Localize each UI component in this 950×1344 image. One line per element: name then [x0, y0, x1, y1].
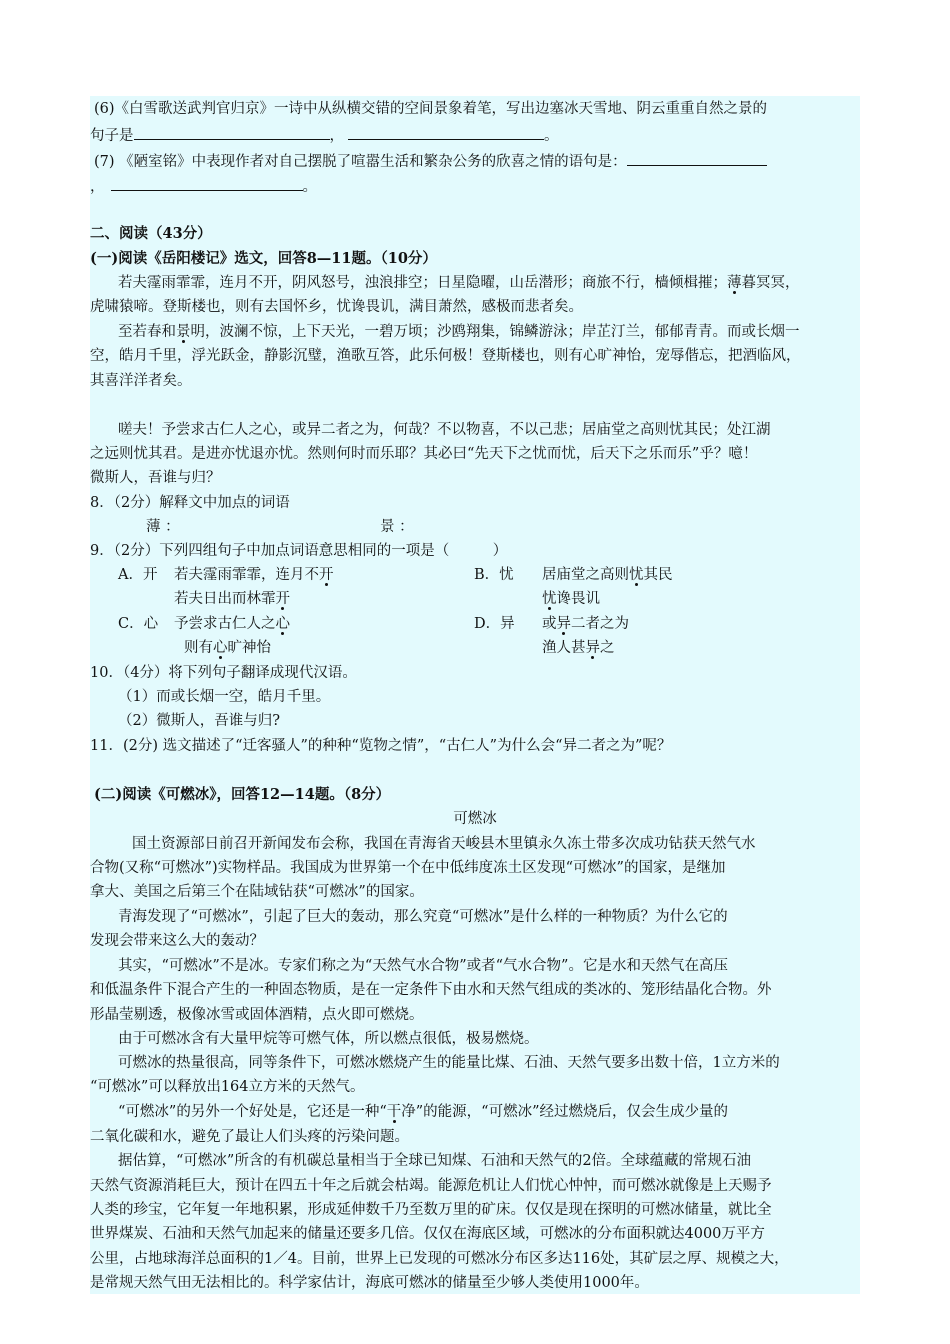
article-line: 其实，“可燃冰”不是冰。专家们称之为“天然气水合物”或者“气水合物”。它是水和天然气在高压: [118, 958, 728, 974]
q9-option-a-line1: 若夫霪雨霏霏，连月不开: [174, 567, 334, 583]
article-line: 公里，占地球海洋总面积的1／4。目前，世界上已发现的可燃冰分布区多达116处，其矿层之厚、规模之大，: [90, 1251, 789, 1267]
q9-option-c-label: C．心: [118, 616, 159, 632]
article-line: 据估算，“可燃冰”所含的有机碳总量相当于全球已知煤、石油和天然气的2倍。全球蕴藏的常规石油: [118, 1153, 752, 1169]
dotted-word: 心: [213, 640, 228, 656]
passage-line: 若夫霪雨霏霏，连月不开，阴风怒号，浊浪排空；日星隐曜，山岳潜形；商旅不行，樯倾楫摧；薄暮冥冥，: [118, 275, 800, 291]
dotted-word: 开: [319, 567, 334, 583]
q6-line1: (6)《白雪歌送武判官归京》一诗中从纵横交错的空间景象着笔，写出边塞冰天雪地、阴云重重自然之景的: [94, 101, 768, 117]
article-line: 拿大、美国之后第三个在陆域钻获“可燃冰”的国家。: [90, 884, 424, 900]
section-title: 二、阅读（43分）: [90, 225, 212, 242]
q9-option-a-line2: 若夫日出而林霏开: [174, 591, 290, 607]
passage-line: 虎啸猿啼。登斯楼也，则有去国怀乡，忧谗畏讥，满目萧然，感极而悲者矣。: [90, 299, 583, 315]
article-line: 国土资源部日前召开新闻发布会称，我国在青海省天峻县木里镇永久冻土带多次成功钻获天然气水: [132, 836, 756, 852]
article-line: 是常规天然气田无法相比的。科学家估计，海底可燃冰的储量至少够人类使用1000年。: [90, 1275, 649, 1291]
q9-stem: 9．（2分）下列四组句子中加点词语意思相同的一项是（ ）: [90, 543, 508, 559]
q10-stem: 10．（4分）将下列句子翻译成现代汉语。: [90, 665, 357, 681]
article-line: 人类的珍宝，它年复一年地积累，形成延伸数千乃至数万里的矿床。仅仅是现在探明的可燃冰储量，就比全: [90, 1202, 772, 1218]
dotted-word: 忧: [629, 567, 644, 583]
answer-blank[interactable]: [134, 123, 330, 140]
q11-stem: 11．(2分) 选文描述了“迁客骚人”的种种“览物之情”，“古仁人”为什么会“异二者之为”呢？: [90, 738, 672, 754]
q9-option-d-line2: 渔人甚异之: [542, 640, 615, 656]
q8-item-2: 景 ：: [380, 519, 414, 535]
dotted-word: 异: [556, 616, 571, 632]
q9-option-c-line1: 予尝求古仁人之心: [174, 616, 290, 632]
answer-blank[interactable]: [627, 149, 767, 166]
article-line: 二氧化碳和水，避免了最让人们头疼的污染问题。: [90, 1129, 409, 1145]
passage-line: 之远则忧其君。是进亦忧退亦忧。然则何时而乐耶？其必曰“先天下之忧而忧，后天下之乐而乐”乎？噫！: [90, 446, 758, 462]
q9-option-d-line1: 或异二者之为: [542, 616, 629, 632]
answer-blank[interactable]: [111, 174, 303, 191]
q9-option-a-label: A．开: [118, 567, 158, 583]
dotted-word: 景: [176, 324, 191, 340]
article-line: 青海发现了“可燃冰”，引起了巨大的轰动，那么究竟“可燃冰”是什么样的一种物质？为什么它的: [118, 909, 728, 925]
article-title: 可燃冰: [453, 811, 497, 827]
q10-sentence-2: （2）微斯人，吾谁与归?: [118, 713, 280, 729]
article-line: “可燃冰”的另外一个好处是，它还是一种“干净”的能源，“可燃冰”经过燃烧后，仅会生成少量的: [118, 1104, 728, 1120]
dotted-word: 忧: [542, 591, 557, 607]
q10-sentence-1: （1）而或长烟一空，皓月千里。: [118, 689, 331, 705]
q6-line2: 句子是 ， 。: [90, 123, 559, 145]
q9-option-b-line2: 忧谗畏讥: [542, 591, 600, 607]
passage-line: 其喜洋洋者矣。: [90, 373, 192, 389]
dotted-word: 开: [275, 591, 290, 607]
part1-heading: (一)阅读《岳阳楼记》选文，回答8—11题。（10分）: [90, 250, 437, 267]
article-line: 由于可燃冰含有大量甲烷等可燃气体，所以燃点很低，极易燃烧。: [118, 1031, 539, 1047]
q8-item-1: 薄 ：: [146, 519, 180, 535]
dotted-word: 心: [275, 616, 290, 632]
answer-blank[interactable]: [348, 123, 544, 140]
passage-line: 微斯人，吾谁与归？: [90, 470, 221, 486]
q9-option-b-line1: 居庙堂之高则忧其民: [542, 567, 673, 583]
article-line: 世界煤炭、石油和天然气加起来的储量还要多几倍。仅仅在海底区域，可燃冰的分布面积就达4000万平方: [90, 1226, 765, 1242]
worksheet-page: [90, 96, 860, 1294]
q9-option-b-label: B．忧: [474, 567, 514, 583]
dotted-word: 干: [386, 1104, 402, 1120]
part2-heading: (二)阅读《可燃冰》，回答12—14题。（8分）: [94, 786, 391, 803]
q9-option-d-label: D．异: [474, 616, 515, 632]
article-line: 合物(又称“可燃冰”)实物样品。我国成为世界第一个在中低纬度冻土区发现“可燃冰”的国家，是继加: [90, 860, 726, 876]
dotted-word: 异: [585, 640, 600, 656]
q8-stem: 8．（2分）解释文中加点的词语: [90, 495, 290, 511]
q7-line2: ， 。: [90, 174, 317, 196]
q7-line1: (7) 《陋室铭》中表现作者对自己摆脱了喧嚣生活和繁杂公务的欣喜之情的语句是：: [94, 149, 767, 171]
article-line: 可燃冰的热量很高，同等条件下，可燃冰燃烧产生的能量比煤、石油、天然气要多出数十倍，1立方米的: [118, 1055, 780, 1071]
article-line: 形晶莹剔透，极像冰雪或固体酒精，点火即可燃烧。: [90, 1007, 424, 1023]
article-line: 天然气资源消耗巨大，预计在四五十年之后就会枯竭。能源危机让人们忧心忡忡，而可燃冰就像是上天赐予: [90, 1178, 772, 1194]
passage-line: 嗟夫！予尝求古仁人之心，或异二者之为，何哉？不以物喜，不以己悲；居庙堂之高则忧其民；处江湖: [118, 422, 771, 438]
article-line: 发现会带来这么大的轰动？: [90, 933, 264, 949]
passage-line: 空，皓月千里，浮光跃金，静影沉璧，渔歌互答，此乐何极！登斯楼也，则有心旷神怡，宠辱偕忘，把酒临风，: [90, 348, 801, 364]
q9-option-c-line2: 则有心旷神怡: [184, 640, 271, 656]
dotted-word: 薄: [727, 275, 742, 291]
article-line: “可燃冰”可以释放出164立方米的天然气。: [90, 1079, 365, 1095]
article-line: 和低温条件下混合产生的一种固态物质，是在一定条件下由水和天然气组成的类冰的、笼形结晶化合物。外: [90, 982, 772, 998]
passage-line: 至若春和景明，波澜不惊，上下天光，一碧万顷；沙鸥翔集，锦鳞游泳；岸芷汀兰，郁郁青青。而或长烟一: [118, 324, 800, 340]
